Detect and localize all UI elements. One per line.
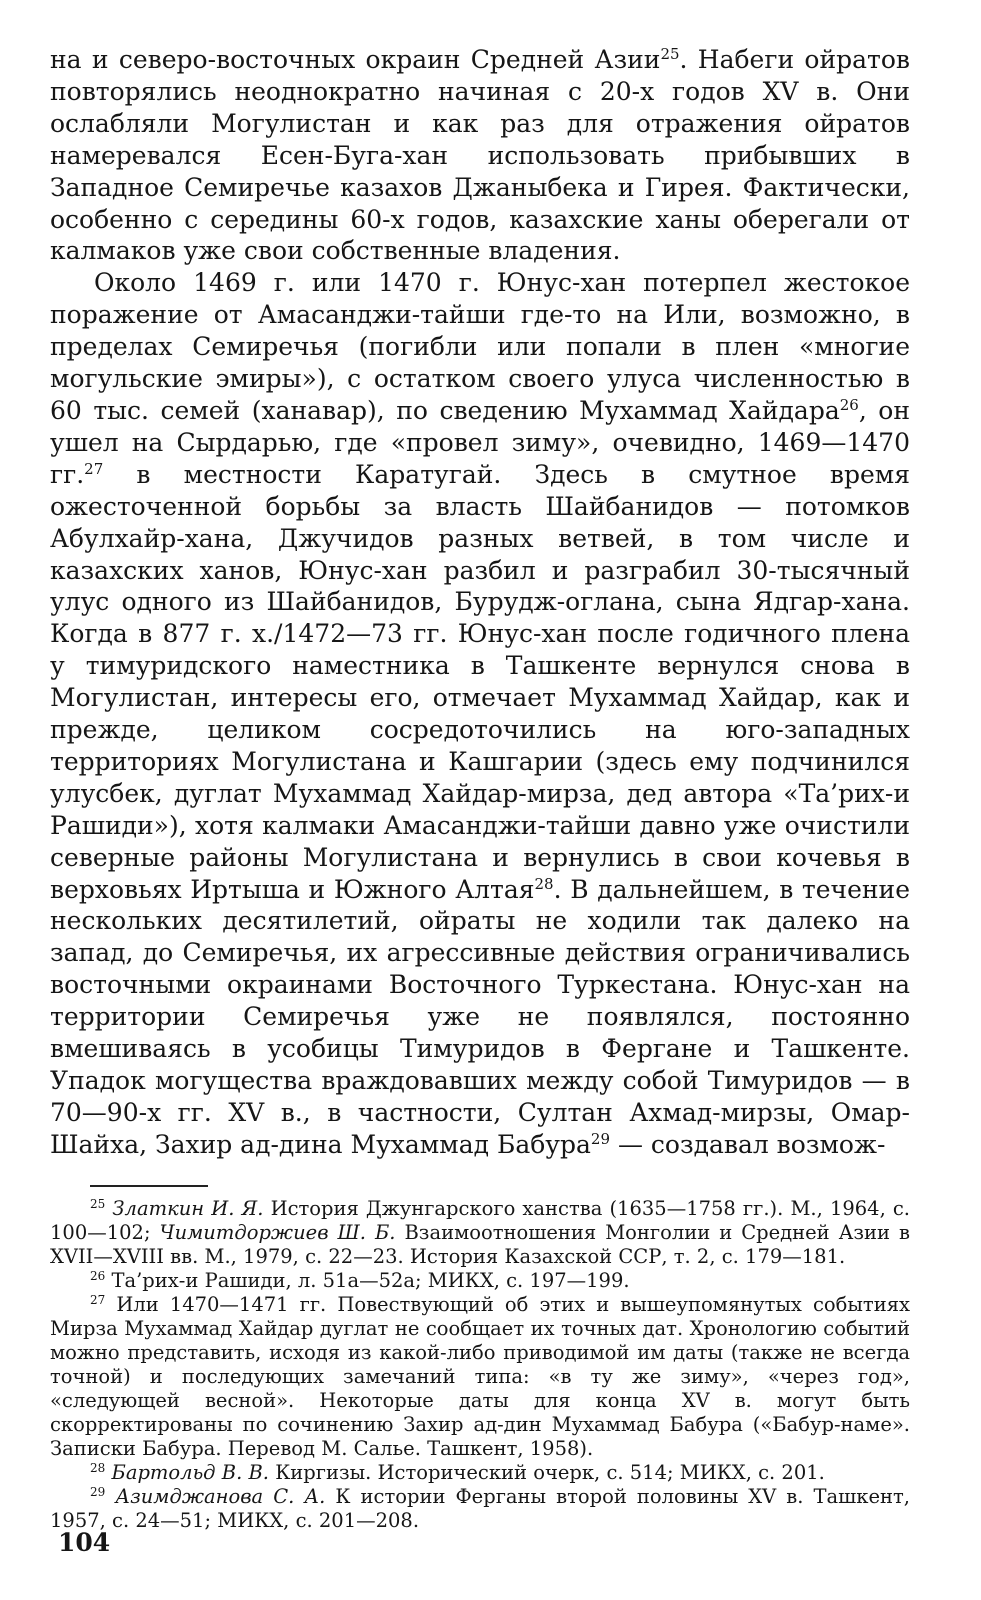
footnote-26-number: 26: [90, 1268, 106, 1283]
footnote-ref-29: 29: [590, 1129, 610, 1148]
paragraph-1: [50, 44, 910, 267]
footnote-25-author-1: Златкин И. Я.: [112, 1196, 264, 1220]
page-content: [50, 44, 910, 1533]
page-number: 104: [58, 1528, 111, 1557]
footnote-28-author: Бартольд В. В.: [111, 1460, 269, 1484]
footnote-26: [50, 1269, 910, 1293]
footnote-25-number: 25: [90, 1196, 106, 1211]
paragraph-1-text-cont: . Набеги ойратов повторялись неоднократно начиная с 20-х годов XV в. Они ослабляли Могулистан и как раз для отражения ойратов намеревался Есен-Буга-хан использовать прибывших в Западное Семиречье казахов Джаныбека и Гирея. Фактически, особенно с середины 60-х годов, казахские ханы оберегали от калмаков уже свои собственные владения.: [50, 45, 911, 266]
footnote-28: [50, 1461, 910, 1485]
footnote-ref-26: 26: [839, 395, 859, 414]
paragraph-2-text-b: , он ушел на Сырдарью, где «провел зиму», очевидно, 1469—1470 гг.: [50, 395, 911, 489]
footnote-27: [50, 1293, 910, 1461]
footnote-25-text-1: История Джунгарского ханства (1635—1758 гг.). М., 1964, с. 100—102;: [50, 1196, 910, 1244]
footnote-28-text: Киргизы. Исторический очерк, с. 514; МИКХ, с. 201.: [269, 1460, 825, 1484]
paragraph-2: [50, 267, 910, 1160]
footnote-25-author-2: Чимитдоржиев Ш. Б.: [159, 1220, 396, 1244]
footnote-25-text-2: Взаимоотношения Монголии и Средней Азии в XVII—XVIII вв. М., 1979, с. 22—23. История Казахской ССР, т. 2, с. 179—181.: [50, 1220, 911, 1268]
paragraph-1-text: на и северо-восточных окраин Средней Азии: [50, 45, 661, 74]
footnotes: [50, 1197, 910, 1533]
main-text: [50, 44, 910, 1161]
paragraph-2-text-d: . В дальнейшем, в течение нескольких десятилетий, ойраты не ходили так далеко на запад, до Семиречья, их агрессивные действия ограничивались восточными окраинами Восточного Туркестана. Юнус-хан на территории Семиречья уже не появлялся, постоянно вмешиваясь в усобицы Тимуридов в Фергане и Ташкенте. Упадок могущества враждовавших между собой Тимуридов — в 70—90-х гг. XV в., в частности, Султан Ахмад-мирзы, Омар-Шайха, Захир ад-дина Мухаммад Бабура: [50, 874, 910, 1159]
footnote-29: [50, 1485, 910, 1533]
footnote-ref-27: 27: [84, 459, 104, 478]
footnote-25: [50, 1197, 910, 1269]
footnote-26-text: Та’рих-и Рашиди, л. 51а—52а; МИКХ, с. 197—199.: [105, 1268, 630, 1292]
footnote-29-number: 29: [90, 1484, 106, 1499]
paragraph-2-text-a: Около 1469 г. или 1470 г. Юнус-хан потерпел жестокое поражение от Амасанджи-тайши где-то на Или, возможно, в пределах Семиречья (погибли или попали в плен «многие могульские эмиры»), с остатком своего улуса численностью в 60 тыс. семей (ханавар), по сведению Мухаммад Хайдара: [50, 268, 910, 425]
footnote-divider: [90, 1185, 208, 1187]
footnote-ref-28: 28: [534, 874, 554, 893]
footnote-27-number: 27: [90, 1292, 106, 1307]
paragraph-2-text-c: в местности Каратугай. Здесь в смутное время ожесточенной борьбы за власть Шайбанидов — потомков Абулхайр-хана, Джучидов разных ветвей, в том числе и казахских ханов, Юнус-хан разбил и разграбил 30-тысячный улус одного из Шайбанидов, Бурудж-оглана, сына Ядгар-хана. Когда в 877 г. х./1472—73 гг. Юнус-хан после годичного плена у тимуридского наместника в Ташкенте вернулся снова в Могулистан, интересы его, отмечает Мухаммад Хайдар, как и прежде, целиком сосредоточились на юго-западных территориях Могулистана и Кашгарии (здесь ему подчинился улусбек, дуглат Мухаммад Хайдар-мирза, дед автора «Та’рих-и Рашиди»), хотя калмаки Амасанджи-тайши давно уже очистили северные районы Могулистана и вернулись в свои кочевья в верховьях Иртыша и Южного Алтая: [50, 459, 910, 904]
footnote-29-author: Азимджанова С. А.: [115, 1484, 326, 1508]
footnote-28-number: 28: [90, 1460, 106, 1475]
paragraph-2-text-e: — создавал возмож-: [610, 1129, 886, 1159]
footnote-27-text: Или 1470—1471 гг. Повествующий об этих и вышеупомянутых событиях Мирза Мухаммад Хайдар дуглат не сообщает их точных дат. Хронологию событий можно представить, исходя из какой-либо приводимой им даты (также не всегда точной) и последующих замечаний типа: «в ту же зиму», «через год», «следующей весной». Некоторые даты для конца XV в. могут быть скорректированы по сочинению Захир ад-дин Мухаммад Бабура («Бабур-наме». Записки Бабура. Перевод М. Салье. Ташкент, 1958).: [50, 1292, 910, 1460]
footnote-29-text: К истории Ферганы второй половины XV в. Ташкент, 1957, с. 24—51; МИКХ, с. 201—208.: [50, 1484, 910, 1532]
footnote-ref-25: 25: [660, 45, 680, 63]
